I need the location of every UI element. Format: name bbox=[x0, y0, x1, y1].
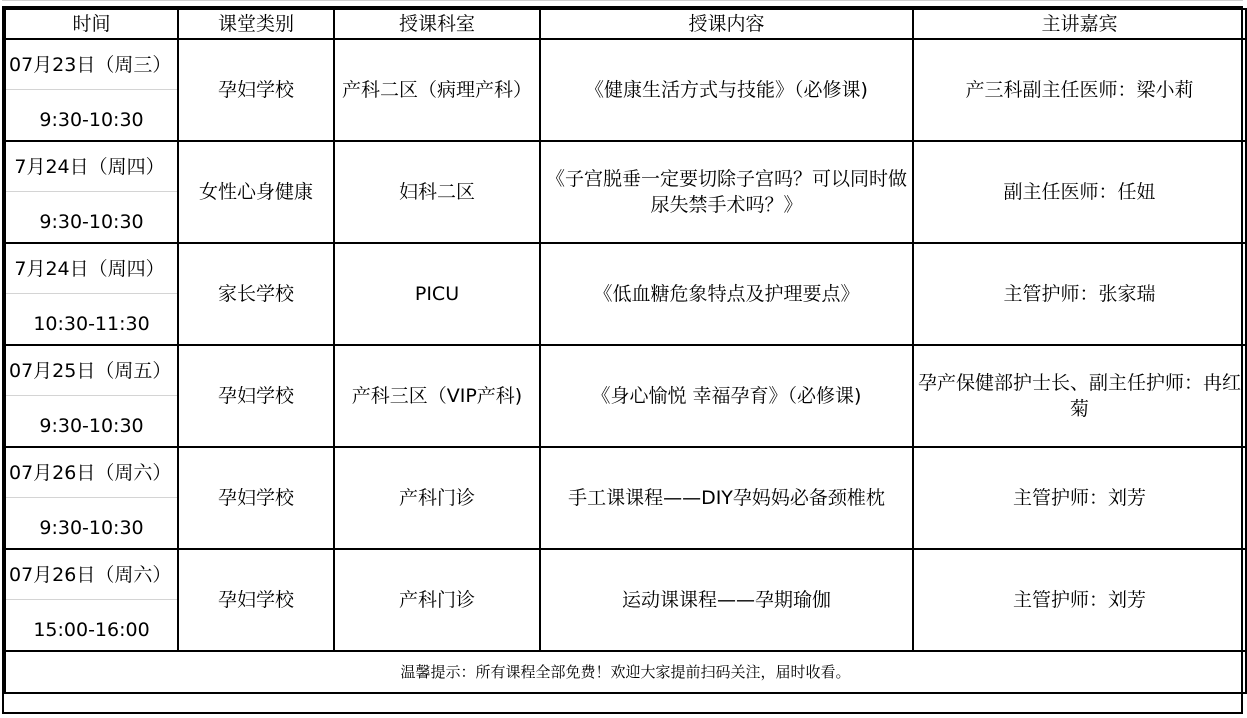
row-speaker: 主管护师：张家瑞 bbox=[913, 243, 1246, 345]
header-dept: 授课科室 bbox=[334, 9, 540, 39]
row-time: 9:30-10:30 bbox=[5, 395, 178, 447]
row-date: 07月25日（周五） bbox=[5, 345, 178, 395]
row-content: 《健康生活方式与技能》（必修课) bbox=[540, 39, 913, 141]
table-row bbox=[5, 141, 1246, 191]
schedule-table bbox=[4, 8, 1247, 694]
row-date: 07月23日（周三） bbox=[5, 39, 178, 89]
row-dept: 妇科二区 bbox=[334, 141, 540, 243]
row-date: 7月24日（周四） bbox=[5, 243, 178, 293]
table-row bbox=[5, 39, 1246, 89]
schedule-sheet bbox=[2, 6, 1243, 714]
row-dept: 产科门诊 bbox=[334, 549, 540, 651]
row-type: 女性心身健康 bbox=[178, 141, 334, 243]
header-row bbox=[5, 9, 1246, 39]
sheet-top-rule bbox=[2, 0, 1243, 1]
row-type: 孕妇学校 bbox=[178, 345, 334, 447]
row-time: 9:30-10:30 bbox=[5, 191, 178, 243]
header-time: 时间 bbox=[5, 9, 178, 39]
row-content: 手工课课程——DIY孕妈妈必备颈椎枕 bbox=[540, 447, 913, 549]
row-speaker: 主管护师：刘芳 bbox=[913, 549, 1246, 651]
header-content: 授课内容 bbox=[540, 9, 913, 39]
row-time: 10:30-11:30 bbox=[5, 293, 178, 345]
row-type: 孕妇学校 bbox=[178, 549, 334, 651]
row-type: 孕妇学校 bbox=[178, 39, 334, 141]
row-date: 07月26日（周六） bbox=[5, 549, 178, 599]
table-row bbox=[5, 447, 1246, 497]
footer-note: 温馨提示：所有课程全部免费！欢迎大家提前扫码关注，届时收看。 bbox=[5, 651, 1246, 693]
row-content: 《低血糖危象特点及护理要点》 bbox=[540, 243, 913, 345]
header-speaker: 主讲嘉宾 bbox=[913, 9, 1246, 39]
table-row bbox=[5, 549, 1246, 599]
row-speaker: 孕产保健部护士长、副主任护师：冉红菊 bbox=[913, 345, 1246, 447]
table-row bbox=[5, 243, 1246, 293]
row-speaker: 副主任医师：任妞 bbox=[913, 141, 1246, 243]
row-speaker: 主管护师：刘芳 bbox=[913, 447, 1246, 549]
table-row bbox=[5, 345, 1246, 395]
note-row bbox=[5, 651, 1246, 693]
row-dept: 产科门诊 bbox=[334, 447, 540, 549]
row-date: 07月26日（周六） bbox=[5, 447, 178, 497]
row-type: 家长学校 bbox=[178, 243, 334, 345]
row-dept: 产科二区（病理产科） bbox=[334, 39, 540, 141]
row-dept: 产科三区（VIP产科) bbox=[334, 345, 540, 447]
row-speaker: 产三科副主任医师：梁小莉 bbox=[913, 39, 1246, 141]
row-content: 《身心愉悦 幸福孕育》（必修课) bbox=[540, 345, 913, 447]
row-time: 9:30-10:30 bbox=[5, 89, 178, 141]
row-date: 7月24日（周四） bbox=[5, 141, 178, 191]
row-content: 《子宫脱垂一定要切除子宫吗？可以同时做尿失禁手术吗？》 bbox=[540, 141, 913, 243]
row-content: 运动课课程——孕期瑜伽 bbox=[540, 549, 913, 651]
header-type: 课堂类别 bbox=[178, 9, 334, 39]
row-time: 15:00-16:00 bbox=[5, 599, 178, 651]
row-type: 孕妇学校 bbox=[178, 447, 334, 549]
row-time: 9:30-10:30 bbox=[5, 497, 178, 549]
row-dept: PICU bbox=[334, 243, 540, 345]
